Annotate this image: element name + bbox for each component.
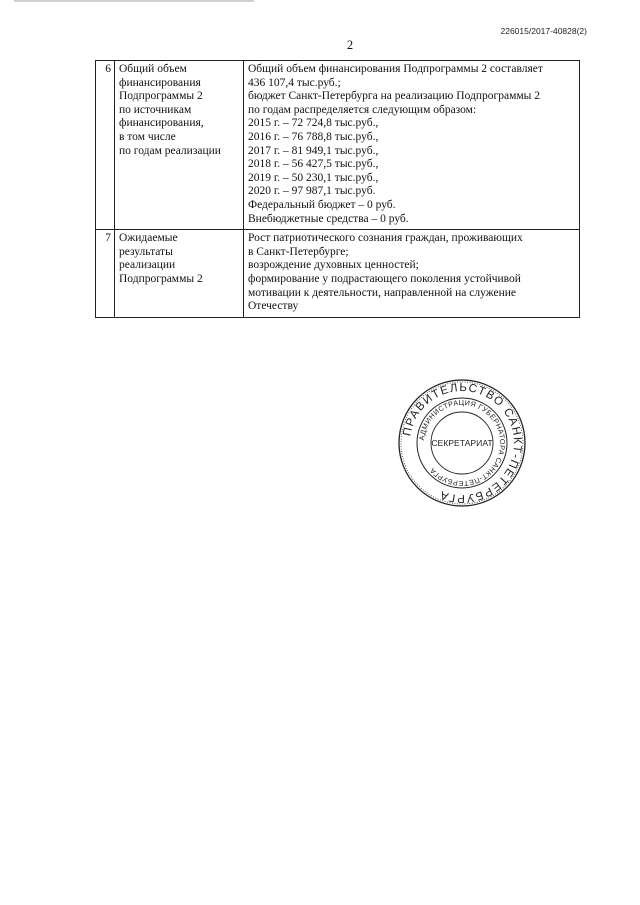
stamp-outer-text: ПРАВИТЕЛЬСТВО САНКТ-ПЕТЕРБУРГА xyxy=(401,381,524,505)
content-line: 2019 г. – 50 230,1 тыс.руб., xyxy=(248,171,379,184)
table-row xyxy=(96,61,580,230)
label-line: Подпрограммы 2 xyxy=(119,90,203,103)
label-line: результаты xyxy=(119,245,173,258)
row-content xyxy=(244,230,580,318)
row-number: 6 xyxy=(96,61,115,230)
content-line: Внебюджетные средства – 0 руб. xyxy=(248,212,409,225)
label-line: по годам реализации xyxy=(119,144,221,157)
content-line: возрождение духовных ценностей; xyxy=(248,259,419,272)
top-edge-line xyxy=(14,0,254,2)
label-line: финансирования, xyxy=(119,117,204,130)
stamp-center-text: СЕКРЕТАРИАТ xyxy=(431,438,493,448)
label-line: Общий объем xyxy=(119,63,187,75)
content-line: 2015 г. – 72 724,8 тыс.руб., xyxy=(248,117,379,130)
content-line: по годам распределяется следующим образом: xyxy=(248,103,477,116)
label-line: в том числе xyxy=(119,130,176,143)
subprogram-table xyxy=(95,60,580,318)
seal-stamp xyxy=(397,378,527,508)
label-line: финансирования xyxy=(119,76,201,89)
row-label xyxy=(115,230,244,318)
label-line: реализации xyxy=(119,259,176,272)
label-line: Подпрограммы 2 xyxy=(119,272,203,285)
label-line: по источникам xyxy=(119,103,192,116)
row-number: 7 xyxy=(96,230,115,318)
label-line: Ожидаемые xyxy=(119,232,178,245)
document-number: 226015/2017-40828(2) xyxy=(500,26,587,36)
row-label xyxy=(115,61,244,230)
content-line: бюджет Санкт-Петербурга на реализацию Подпрограммы 2 xyxy=(248,90,540,103)
content-line: мотивации к деятельности, направленной на служение xyxy=(248,286,517,299)
content-line: в Санкт-Петербурге; xyxy=(248,245,349,258)
content-line: 2017 г. – 81 949,1 тыс.руб., xyxy=(248,144,379,157)
content-line: Рост патриотического сознания граждан, проживающих xyxy=(248,232,523,245)
content-line: 2016 г. – 76 788,8 тыс.руб., xyxy=(248,130,379,143)
content-line: 436 107,4 тыс.руб.; xyxy=(248,76,341,89)
row-content xyxy=(244,61,580,230)
content-line: Федеральный бюджет – 0 руб. xyxy=(248,198,396,211)
stamp-inner-text: АДМИНИСТРАЦИЯ ГУБЕРНАТОРА САНКТ-ПЕТЕРБУРГА xyxy=(417,397,508,489)
table-row xyxy=(96,230,580,318)
content-line: формирование у подрастающего поколения устойчивой xyxy=(248,272,521,285)
content-line: Отечеству xyxy=(248,300,299,313)
page-number: 2 xyxy=(346,38,354,52)
content-line: 2020 г. – 97 987,1 тыс.руб. xyxy=(248,185,376,198)
content-line: 2018 г. – 56 427,5 тыс.руб., xyxy=(248,158,379,171)
content-line: Общий объем финансирования Подпрограммы 2 составляет xyxy=(248,63,543,75)
